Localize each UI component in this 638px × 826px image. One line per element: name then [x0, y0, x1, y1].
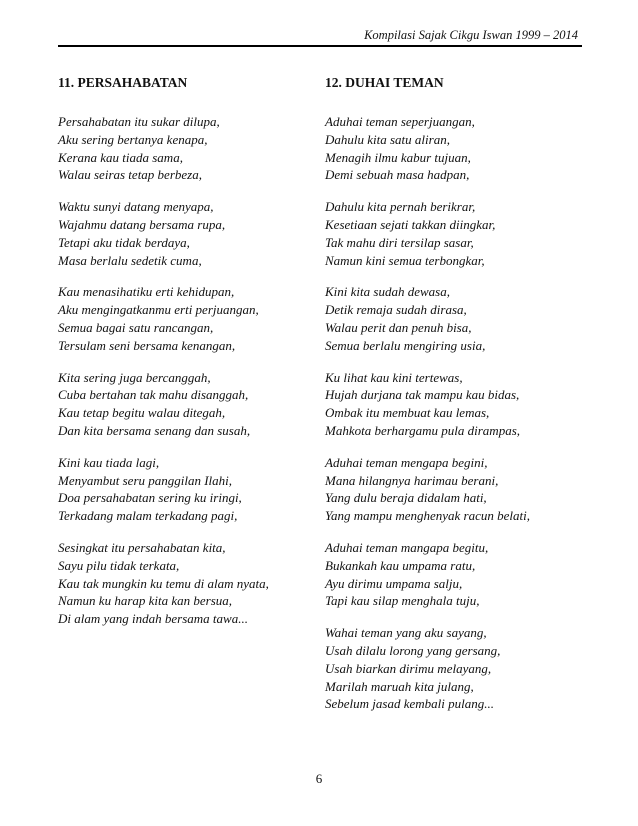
poem-line: Aduhai teman mengapa begini, [325, 454, 488, 470]
poem-line: Kita sering juga bercanggah, [58, 369, 211, 385]
poem-line: Demi sebuah masa hadpan, [325, 167, 470, 183]
poem-line: Hujah durjana tak mampu kau bidas, [325, 387, 520, 403]
poem-line: Aduhai teman seperjuangan, [325, 114, 475, 129]
poem-line: Ayu dirimu umpama salju, [325, 575, 463, 591]
poem-line: Aku sering bertanya kenapa, [58, 131, 208, 147]
poem-line: Tersulam seni bersama kenangan, [58, 337, 236, 353]
poem-line: Yang mampu menghenyak racun belati, [325, 508, 530, 524]
poem-line: Kini kita sudah dewasa, [325, 284, 450, 300]
poem-line: Doa persahabatan sering ku iringi, [58, 490, 242, 506]
poem-line: Tak mahu diri tersilap sasar, [325, 234, 474, 250]
poem-duhai-teman [325, 74, 590, 727]
poem-line: Cuba bertahan tak mahu disanggah, [58, 387, 249, 403]
poem-line: Semua bagai satu rancangan, [58, 319, 214, 335]
poem-line: Kesetiaan sejati takkan diingkar, [325, 216, 496, 232]
poem-line: Menagih ilmu kabur tujuan, [325, 149, 471, 165]
poem-line: Tapi kau silap menghala tuju, [325, 593, 480, 609]
poem-line: Wahai teman yang aku sayang, [325, 625, 487, 641]
poem-line: Kini kau tiada lagi, [58, 454, 160, 470]
poem-line: Mahkota berhargamu pula dirampas, [325, 422, 520, 438]
poem-line: Di alam yang indah bersama tawa... [58, 611, 248, 627]
header-rule [58, 45, 582, 47]
stanza [58, 283, 323, 354]
page-number: 6 [315, 771, 323, 786]
stanza [325, 113, 590, 184]
poem-line: Bukankah kau umpama ratu, [325, 557, 476, 573]
poem-line: Dahulu kita satu aliran, [325, 131, 450, 147]
poem-line: Masa berlalu sedetik cuma, [58, 252, 202, 268]
poem-line: Semua berlalu mengiring usia, [325, 337, 486, 353]
poem-line: Usah biarkan dirimu melayang, [325, 660, 492, 676]
poem-line: Usah dilalu lorong yang gersang, [325, 642, 501, 658]
poem-line: Waktu sunyi datang menyapa, [58, 199, 214, 215]
stanza [325, 624, 590, 713]
poem-line: Sayu pilu tidak terkata, [58, 557, 180, 573]
running-header: Kompilasi Sajak Cikgu Iswan 1999 – 2014 [364, 28, 578, 42]
poem-line: Kau menasihatiku erti kehidupan, [58, 284, 235, 300]
stanza [58, 454, 323, 525]
poem-persahabatan [58, 74, 323, 642]
stanza [325, 539, 590, 610]
poem-line: Tetapi aku tidak berdaya, [58, 234, 190, 250]
poem-line: Yang dulu beraja didalam hati, [325, 490, 487, 506]
stanza [58, 539, 323, 628]
stanza [58, 113, 323, 184]
poem-line: Kau tak mungkin ku temu di alam nyata, [58, 575, 269, 591]
poem-line: Terkadang malam terkadang pagi, [58, 508, 238, 524]
poem-line: Namun ku harap kita kan bersua, [58, 593, 233, 609]
stanza [325, 198, 590, 269]
poem-line: Wajahmu datang bersama rupa, [58, 216, 226, 232]
poem-title: 12. DUHAI TEMAN [325, 75, 444, 90]
poem-line: Kerana kau tiada sama, [58, 149, 183, 165]
stanza [58, 369, 323, 440]
stanza [325, 283, 590, 354]
stanza [58, 198, 323, 269]
poem-line: Sebelum jasad kembali pulang... [325, 696, 494, 712]
poem-stanzas [325, 113, 590, 713]
poem-line: Mana hilangnya harimau berani, [325, 472, 499, 488]
stanza [325, 369, 590, 440]
stanza [325, 454, 590, 525]
poem-line: Dahulu kita pernah berikrar, [325, 199, 476, 215]
poem-line: Aku mengingatkanmu erti perjuangan, [58, 302, 259, 318]
poem-line: Ombak itu membuat kau lemas, [325, 405, 490, 421]
poem-line: Menyambut seru panggilan Ilahi, [58, 472, 233, 488]
poem-line: Marilah maruah kita julang, [325, 678, 474, 694]
poem-line: Kau tetap begitu walau ditegah, [58, 405, 226, 421]
poem-line: Persahabatan itu sukar dilupa, [58, 114, 220, 129]
poem-line: Sesingkat itu persahabatan kita, [58, 539, 226, 555]
poem-title: 11. PERSAHABATAN [58, 75, 188, 90]
poem-line: Ku lihat kau kini tertewas, [325, 369, 463, 385]
poem-line: Walau perit dan penuh bisa, [325, 319, 472, 335]
poem-line: Namun kini semua terbongkar, [325, 252, 485, 268]
poem-line: Aduhai teman mangapa begitu, [325, 539, 489, 555]
poem-line: Walau seiras tetap berbeza, [58, 167, 202, 183]
poem-stanzas [58, 113, 323, 628]
poem-line: Dan kita bersama senang dan susah, [58, 422, 251, 438]
poem-line: Detik remaja sudah dirasa, [325, 302, 467, 318]
